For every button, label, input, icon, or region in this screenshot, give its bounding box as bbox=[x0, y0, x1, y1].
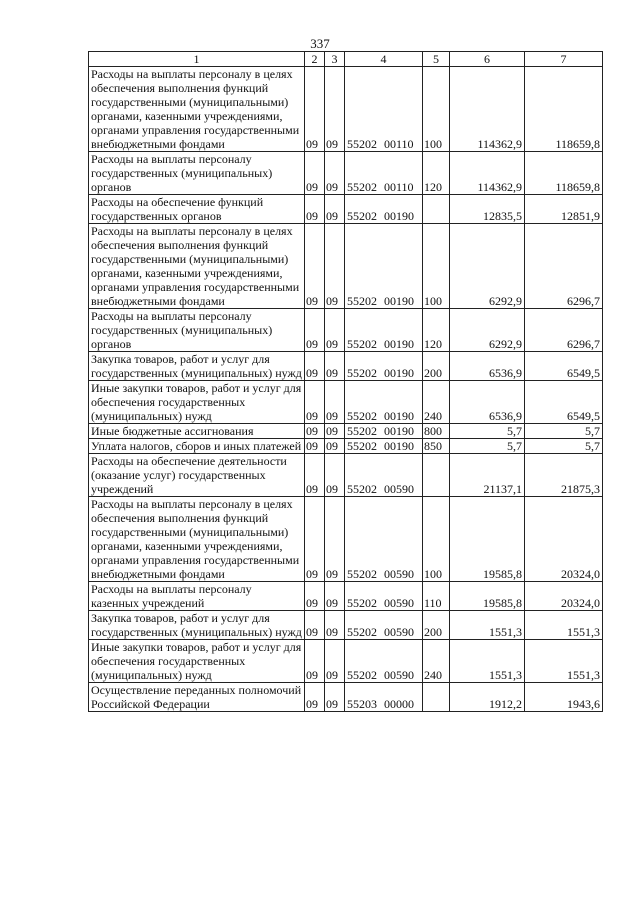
subsection-code-cell: 09 bbox=[325, 309, 345, 352]
amount-year2-cell: 12851,9 bbox=[525, 195, 603, 224]
amount-year2-cell: 1943,6 bbox=[525, 683, 603, 712]
amount-year2-cell: 6296,7 bbox=[525, 224, 603, 309]
expense-type-cell: 240 bbox=[423, 381, 450, 424]
expense-type-cell: 200 bbox=[423, 352, 450, 381]
target-article-program: 55202 bbox=[347, 180, 377, 194]
table-row bbox=[89, 309, 603, 352]
column-header: 6 bbox=[450, 52, 525, 67]
subsection-code-cell: 09 bbox=[325, 640, 345, 683]
target-article-direction: 00590 bbox=[384, 482, 414, 496]
target-article-direction: 00190 bbox=[384, 439, 414, 453]
target-article-program: 55202 bbox=[347, 482, 377, 496]
amount-year2-cell: 5,7 bbox=[525, 439, 603, 454]
target-article-cell bbox=[345, 439, 423, 454]
target-article-cell bbox=[345, 640, 423, 683]
expense-name-cell: Иные бюджетные ассигнования bbox=[89, 424, 305, 439]
column-header: 1 bbox=[89, 52, 305, 67]
target-article-cell bbox=[345, 67, 423, 152]
amount-year2-cell: 6549,5 bbox=[525, 352, 603, 381]
table-row bbox=[89, 454, 603, 497]
section-code-cell: 09 bbox=[305, 195, 325, 224]
section-code-cell: 09 bbox=[305, 640, 325, 683]
column-header: 7 bbox=[525, 52, 603, 67]
section-code-cell: 09 bbox=[305, 352, 325, 381]
target-article-direction: 00590 bbox=[384, 596, 414, 610]
amount-year1-cell: 12835,5 bbox=[450, 195, 525, 224]
expense-type-cell: 100 bbox=[423, 224, 450, 309]
target-article-program: 55203 bbox=[347, 697, 377, 711]
expense-name-cell: Закупка товаров, работ и услуг для государственных (муниципальных) нужд bbox=[89, 352, 305, 381]
target-article-cell bbox=[345, 152, 423, 195]
amount-year2-cell: 1551,3 bbox=[525, 611, 603, 640]
expense-name-cell: Расходы на выплаты персоналу в целях обеспечения выполнения функций государственными (муниципальными) органами, казенными учреждениями, органами управления государственными внебюджетными фондами bbox=[89, 224, 305, 309]
amount-year2-cell: 118659,8 bbox=[525, 67, 603, 152]
amount-year1-cell: 5,7 bbox=[450, 424, 525, 439]
subsection-code-cell: 09 bbox=[325, 683, 345, 712]
amount-year2-cell: 6296,7 bbox=[525, 309, 603, 352]
target-article-program: 55202 bbox=[347, 137, 377, 151]
amount-year1-cell: 6292,9 bbox=[450, 309, 525, 352]
amount-year1-cell: 1912,2 bbox=[450, 683, 525, 712]
amount-year2-cell: 20324,0 bbox=[525, 582, 603, 611]
target-article-program: 55202 bbox=[347, 294, 377, 308]
section-code-cell: 09 bbox=[305, 683, 325, 712]
amount-year2-cell: 1551,3 bbox=[525, 640, 603, 683]
target-article-cell bbox=[345, 195, 423, 224]
target-article-cell bbox=[345, 224, 423, 309]
amount-year2-cell: 20324,0 bbox=[525, 497, 603, 582]
target-article-program: 55202 bbox=[347, 409, 377, 423]
column-header: 4 bbox=[345, 52, 423, 67]
amount-year1-cell: 19585,8 bbox=[450, 497, 525, 582]
subsection-code-cell: 09 bbox=[325, 352, 345, 381]
subsection-code-cell: 09 bbox=[325, 152, 345, 195]
section-code-cell: 09 bbox=[305, 497, 325, 582]
subsection-code-cell: 09 bbox=[325, 381, 345, 424]
expense-name-cell: Расходы на обеспечение деятельности (оказание услуг) государственных учреждений bbox=[89, 454, 305, 497]
amount-year1-cell: 6536,9 bbox=[450, 352, 525, 381]
section-code-cell: 09 bbox=[305, 454, 325, 497]
amount-year1-cell: 114362,9 bbox=[450, 152, 525, 195]
target-article-cell bbox=[345, 352, 423, 381]
subsection-code-cell: 09 bbox=[325, 67, 345, 152]
subsection-code-cell: 09 bbox=[325, 224, 345, 309]
target-article-program: 55202 bbox=[347, 337, 377, 351]
target-article-program: 55202 bbox=[347, 625, 377, 639]
expense-type-cell: 240 bbox=[423, 640, 450, 683]
amount-year2-cell: 21875,3 bbox=[525, 454, 603, 497]
expense-name-cell: Расходы на выплаты персоналу государственных (муниципальных) органов bbox=[89, 152, 305, 195]
table-body bbox=[89, 67, 603, 712]
target-article-direction: 00590 bbox=[384, 668, 414, 682]
section-code-cell: 09 bbox=[305, 224, 325, 309]
table-row bbox=[89, 439, 603, 454]
expense-type-cell bbox=[423, 683, 450, 712]
target-article-direction: 00590 bbox=[384, 625, 414, 639]
expense-name-cell: Закупка товаров, работ и услуг для государственных (муниципальных) нужд bbox=[89, 611, 305, 640]
target-article-program: 55202 bbox=[347, 424, 377, 438]
expense-type-cell bbox=[423, 195, 450, 224]
amount-year1-cell: 114362,9 bbox=[450, 67, 525, 152]
expense-type-cell: 100 bbox=[423, 497, 450, 582]
target-article-program: 55202 bbox=[347, 668, 377, 682]
column-header: 5 bbox=[423, 52, 450, 67]
expense-type-cell: 800 bbox=[423, 424, 450, 439]
table-row bbox=[89, 67, 603, 152]
target-article-cell bbox=[345, 381, 423, 424]
amount-year1-cell: 5,7 bbox=[450, 439, 525, 454]
table-row bbox=[89, 195, 603, 224]
subsection-code-cell: 09 bbox=[325, 424, 345, 439]
expense-name-cell: Расходы на выплаты персоналу в целях обеспечения выполнения функций государственными (муниципальными) органами, казенными учреждениями, органами управления государственными внебюджетными фондами bbox=[89, 67, 305, 152]
table-row bbox=[89, 640, 603, 683]
subsection-code-cell: 09 bbox=[325, 195, 345, 224]
expense-name-cell: Иные закупки товаров, работ и услуг для обеспечения государственных (муниципальных) нужд bbox=[89, 381, 305, 424]
section-code-cell: 09 bbox=[305, 439, 325, 454]
amount-year1-cell: 1551,3 bbox=[450, 611, 525, 640]
table-row bbox=[89, 224, 603, 309]
target-article-direction: 00190 bbox=[384, 366, 414, 380]
target-article-direction: 00110 bbox=[384, 180, 414, 194]
expense-name-cell: Уплата налогов, сборов и иных платежей bbox=[89, 439, 305, 454]
target-article-direction: 00190 bbox=[384, 424, 414, 438]
budget-table bbox=[88, 51, 603, 712]
subsection-code-cell: 09 bbox=[325, 611, 345, 640]
subsection-code-cell: 09 bbox=[325, 497, 345, 582]
target-article-program: 55202 bbox=[347, 596, 377, 610]
amount-year1-cell: 6292,9 bbox=[450, 224, 525, 309]
amount-year1-cell: 19585,8 bbox=[450, 582, 525, 611]
amount-year1-cell: 1551,3 bbox=[450, 640, 525, 683]
table-row bbox=[89, 683, 603, 712]
expense-type-cell: 850 bbox=[423, 439, 450, 454]
column-header: 2 bbox=[305, 52, 325, 67]
expense-type-cell: 110 bbox=[423, 582, 450, 611]
amount-year1-cell: 6536,9 bbox=[450, 381, 525, 424]
target-article-program: 55202 bbox=[347, 366, 377, 380]
expense-type-cell: 120 bbox=[423, 152, 450, 195]
amount-year1-cell: 21137,1 bbox=[450, 454, 525, 497]
target-article-direction: 00590 bbox=[384, 567, 414, 581]
target-article-cell bbox=[345, 309, 423, 352]
target-article-program: 55202 bbox=[347, 567, 377, 581]
expense-name-cell: Осуществление переданных полномочий Российской Федерации bbox=[89, 683, 305, 712]
target-article-direction: 00190 bbox=[384, 337, 414, 351]
target-article-direction: 00000 bbox=[384, 697, 414, 711]
target-article-direction: 00190 bbox=[384, 409, 414, 423]
table-row bbox=[89, 497, 603, 582]
expense-type-cell: 100 bbox=[423, 67, 450, 152]
expense-type-cell bbox=[423, 454, 450, 497]
expense-name-cell: Расходы на выплаты персоналу в целях обеспечения выполнения функций государственными (муниципальными) органами, казенными учреждениями, органами управления государственными внебюджетными фондами bbox=[89, 497, 305, 582]
table-row bbox=[89, 424, 603, 439]
subsection-code-cell: 09 bbox=[325, 454, 345, 497]
expense-type-cell: 120 bbox=[423, 309, 450, 352]
target-article-program: 55202 bbox=[347, 439, 377, 453]
target-article-program: 55202 bbox=[347, 209, 377, 223]
target-article-cell bbox=[345, 611, 423, 640]
target-article-direction: 00190 bbox=[384, 209, 414, 223]
section-code-cell: 09 bbox=[305, 309, 325, 352]
target-article-cell bbox=[345, 683, 423, 712]
table-row bbox=[89, 611, 603, 640]
expense-name-cell: Иные закупки товаров, работ и услуг для обеспечения государственных (муниципальных) нужд bbox=[89, 640, 305, 683]
subsection-code-cell: 09 bbox=[325, 582, 345, 611]
target-article-cell bbox=[345, 497, 423, 582]
section-code-cell: 09 bbox=[305, 381, 325, 424]
section-code-cell: 09 bbox=[305, 424, 325, 439]
header-row bbox=[89, 52, 603, 67]
target-article-cell bbox=[345, 454, 423, 497]
expense-name-cell: Расходы на выплаты персоналу казенных учреждений bbox=[89, 582, 305, 611]
expense-type-cell: 200 bbox=[423, 611, 450, 640]
table-row bbox=[89, 152, 603, 195]
amount-year2-cell: 118659,8 bbox=[525, 152, 603, 195]
table-row bbox=[89, 352, 603, 381]
page-number: 337 bbox=[310, 36, 330, 51]
section-code-cell: 09 bbox=[305, 582, 325, 611]
section-code-cell: 09 bbox=[305, 67, 325, 152]
expense-name-cell: Расходы на выплаты персоналу государственных (муниципальных) органов bbox=[89, 309, 305, 352]
section-code-cell: 09 bbox=[305, 611, 325, 640]
subsection-code-cell: 09 bbox=[325, 439, 345, 454]
target-article-direction: 00110 bbox=[384, 137, 414, 151]
column-header: 3 bbox=[325, 52, 345, 67]
target-article-cell bbox=[345, 582, 423, 611]
amount-year2-cell: 6549,5 bbox=[525, 381, 603, 424]
target-article-direction: 00190 bbox=[384, 294, 414, 308]
expense-name-cell: Расходы на обеспечение функций государственных органов bbox=[89, 195, 305, 224]
section-code-cell: 09 bbox=[305, 152, 325, 195]
table-row bbox=[89, 582, 603, 611]
amount-year2-cell: 5,7 bbox=[525, 424, 603, 439]
table-row bbox=[89, 381, 603, 424]
target-article-cell bbox=[345, 424, 423, 439]
